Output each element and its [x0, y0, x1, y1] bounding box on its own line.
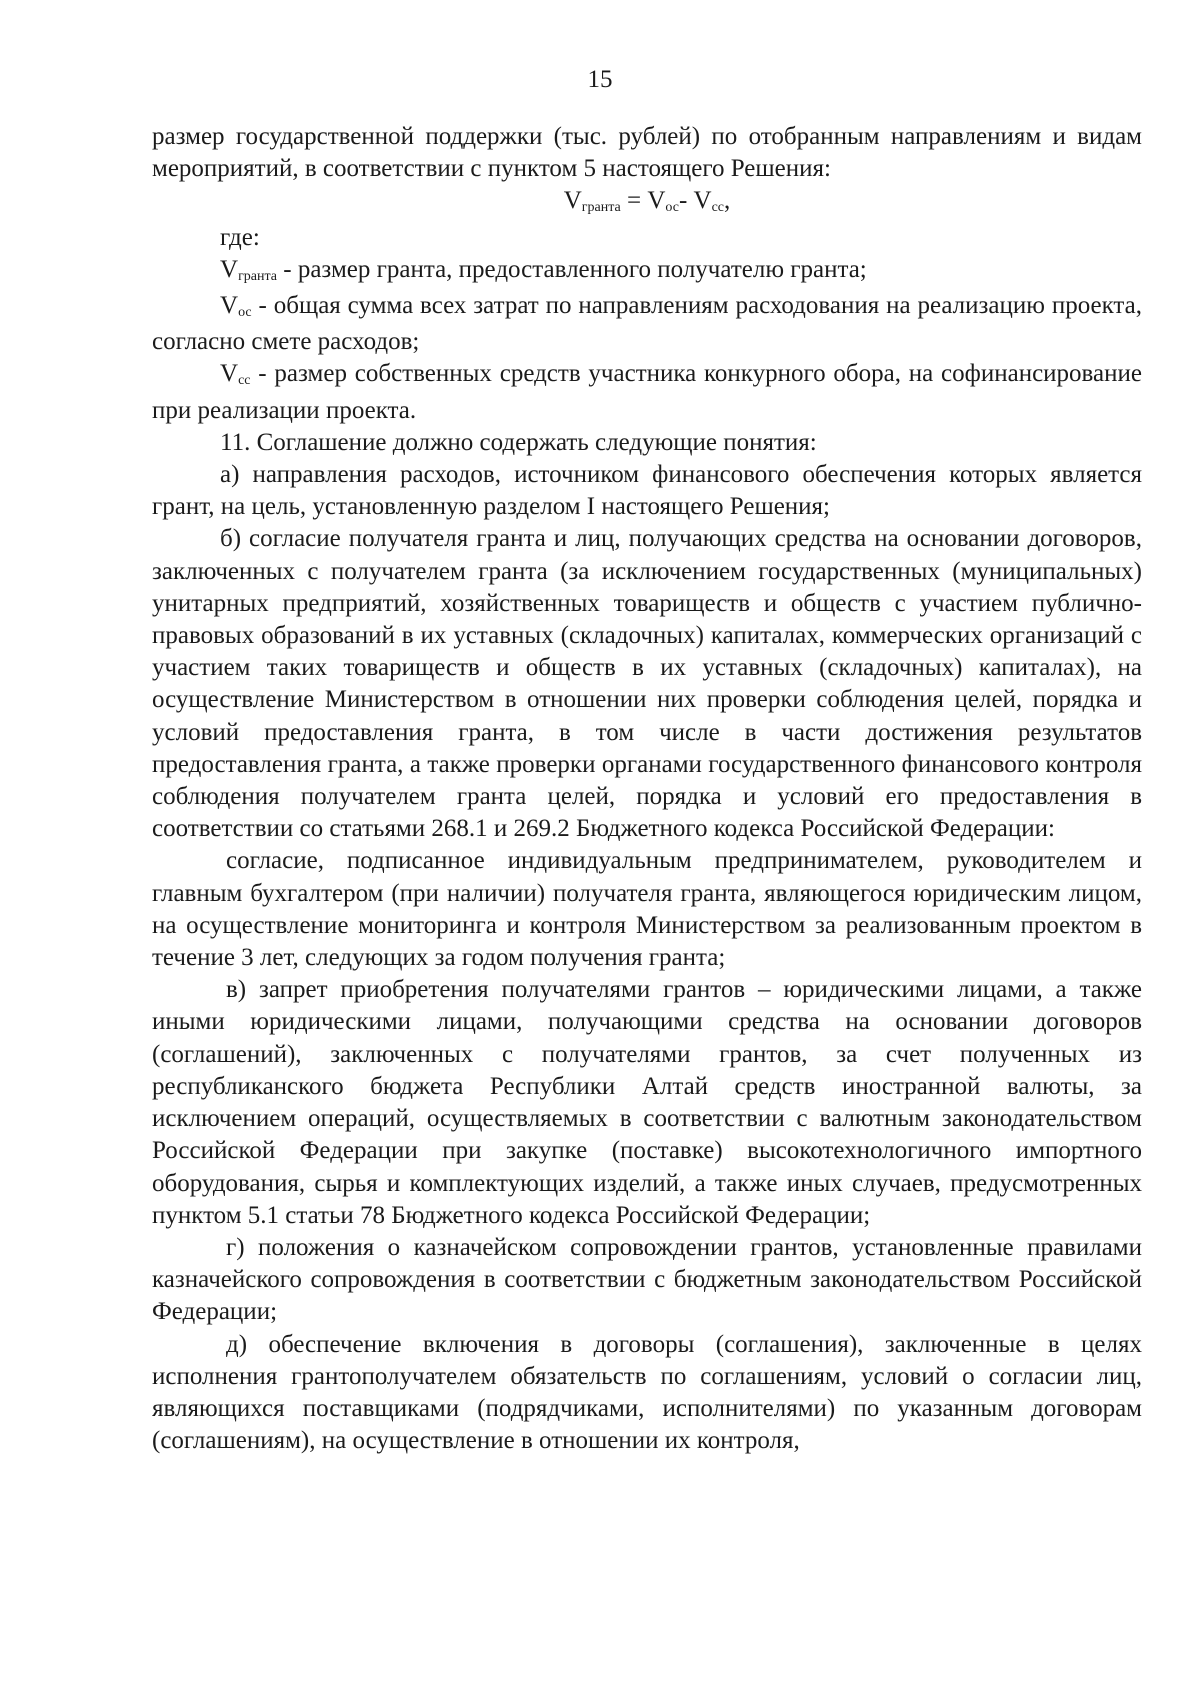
definition-total-costs [152, 290, 1142, 358]
definition-grant [152, 254, 1142, 290]
definition-text: - общая сумма всех затрат по направлениям расходования на реализацию проекта, согласно смете расходов; [152, 292, 1142, 356]
definition-subscript: сс [238, 373, 251, 389]
formula-b-symbol: V [693, 187, 712, 215]
formula-lhs-symbol: V [563, 187, 582, 215]
definition-subscript: гранта [238, 268, 278, 284]
formula [152, 185, 1142, 221]
formula-minus: - [678, 187, 694, 215]
definition-symbol: V [220, 292, 239, 320]
paragraph-11-heading: 11. Соглашение должно содержать следующие понятия: [220, 428, 817, 456]
paragraph-item-g: г) положения о казначейском сопровождении грантов, установленные правилами казначейского сопровождения в соответствии с бюджетным законодательством Российской Федерации; [152, 1233, 1142, 1326]
formula-a-symbol: V [647, 187, 666, 215]
paragraph-item-b: б) согласие получателя гранта и лиц, получающих средства на основании договоров, заключенных с получателем гранта (за исключением государственных (муниципальных) унитарных предприятий, хозяйственных товариществ и обществ с участием публично-правовых образований в их уставных (складочных) капиталах, коммерческих организаций с участием таких товариществ и обществ в их уставных (складочных) капиталах), на осуществление Министерством в отношении них проверки соблюдения целей, порядка и условий предоставления гранта, в том числе в части достижения результатов предоставления гранта, а также проверки органами государственного финансового контроля соблюдения получателем гранта целей, порядка и условий его предоставления в соответствии со статьями 268.1 и 269.2 Бюджетного кодекса Российской Федерации: [152, 525, 1142, 843]
formula-tail: , [724, 187, 731, 215]
paragraph-item-v: в) запрет приобретения получателями грантов – юридическими лицами, а также иными юридическими лицами, получающими средства на основании договоров (соглашений), заключенных с получателями грантов, за счет полученных из республиканского бюджета Республики Алтай средств иностранной валюты, за исключением операций, осуществляемых в соответствии с валютным законодательством Российской Федерации при закупке (поставке) высокотехнологичного импортного оборудования, сырья и комплектующих изделий, а также иных случаев, предусмотренных пунктом 5.1 статьи 78 Бюджетного кодекса Российской Федерации; [152, 976, 1142, 1229]
paragraph-item-d: д) обеспечение включения в договоры (соглашения), заключенные в целях исполнения грантополучателем обязательств по соглашениям, условий о согласии лиц, являющихся поставщиками (подрядчиками, исполнителями) по указанным договорам (соглашениям), на осуществление в отношении их контроля, [152, 1330, 1142, 1455]
formula-b-subscript: сс [711, 200, 725, 216]
definition-subscript: ос [238, 305, 252, 321]
paragraph-item-a: а) направления расходов, источником финансового обеспечения которых является грант, на цель, установленную разделом I настоящего Решения; [152, 461, 1142, 521]
paragraph-consent: согласие, подписанное индивидуальным предпринимателем, руководителем и главным бухгалтером (при наличии) получателя гранта, являющегося юридическим лицом, на осуществление мониторинга и контроля Министерством за реализованным проектом в течение 3 лет, следующих за годом получения гранта; [152, 847, 1142, 972]
definition-text: - размер собственных средств участника конкурного обора, на софинансирование при реализации проекта. [152, 360, 1142, 424]
definition-text: - размер гранта, предоставленного получателю гранта; [277, 255, 867, 283]
document-body [152, 121, 1142, 1457]
intro-paragraph: размер государственной поддержки (тыс. рублей) по отобранным направлениям и видам мероприятий, в соответствии с пунктом 5 настоящего Решения: [152, 123, 1142, 183]
page-number: 15 [587, 66, 613, 93]
formula-lhs-subscript: гранта [581, 200, 621, 216]
definition-symbol: V [220, 255, 239, 283]
definition-symbol: V [220, 360, 239, 388]
definition-own-funds [152, 358, 1142, 426]
where-label: где: [220, 223, 260, 251]
formula-equals: = [620, 187, 648, 215]
formula-a-subscript: ос [665, 200, 679, 216]
